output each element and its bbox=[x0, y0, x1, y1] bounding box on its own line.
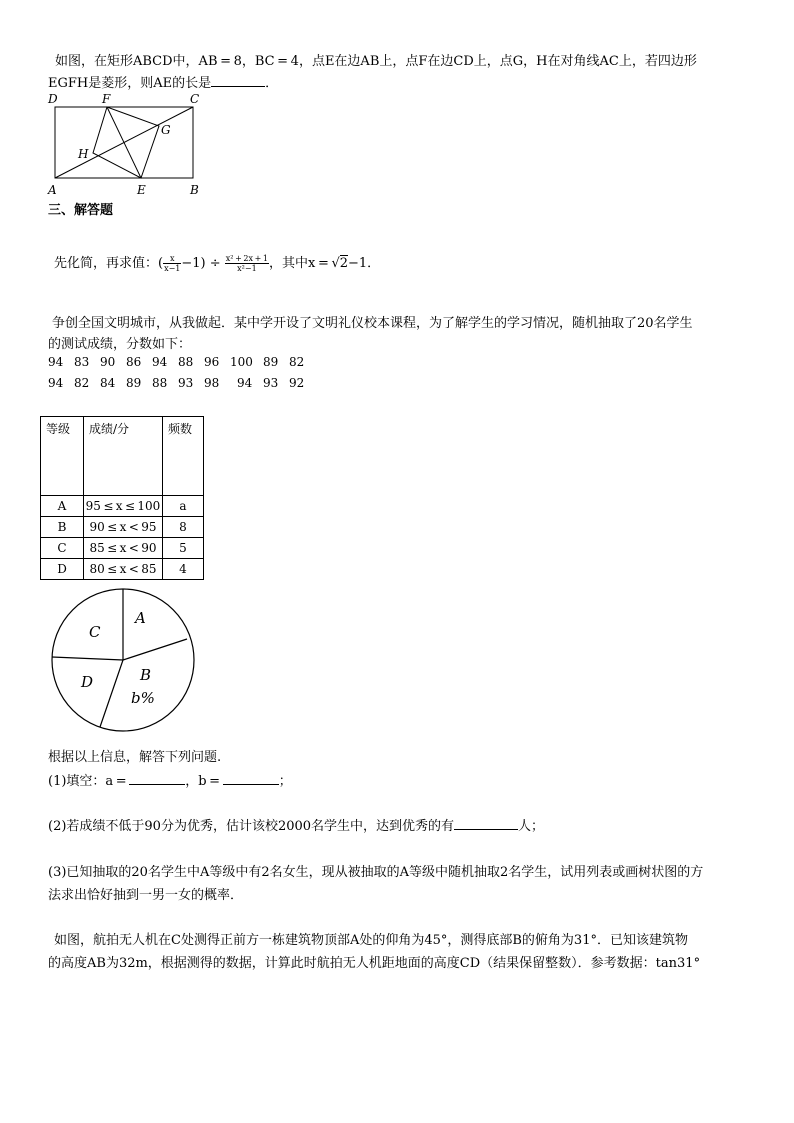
simplify-minus-one: −1) ÷ bbox=[181, 256, 225, 271]
table-cell: 80 ≤ x < 85 bbox=[84, 559, 163, 580]
scores-row-2 bbox=[48, 376, 315, 390]
stats-q3-line1: (3)已知抽取的20名学生中A等级中有2名女生，现从被抽取的A等级中随机抽取2名学生，试用列表或画树状图的方 bbox=[48, 865, 704, 880]
rhombus-question-line1: 如图，在矩形ABCD中，AB = 8，BC = 4，点E在边AB上，点F在边CD上，点G，H在对角线AC上，若四边形 bbox=[55, 54, 697, 69]
table-cell: 5 bbox=[163, 538, 204, 559]
pie-divider-d-b bbox=[100, 660, 123, 727]
rhombus-question-period: ． bbox=[265, 76, 279, 91]
answer-blank-excellent[interactable] bbox=[454, 829, 518, 830]
score-value: 93 bbox=[263, 376, 279, 390]
score-value: 98 bbox=[204, 376, 220, 390]
q1-text-c: ； bbox=[278, 774, 292, 789]
score-value: 94 bbox=[152, 355, 168, 369]
table-cell: a bbox=[163, 496, 204, 517]
rhombus-egfh bbox=[93, 107, 159, 178]
table-cell: 8 bbox=[163, 517, 204, 538]
table-cell: 4 bbox=[163, 559, 204, 580]
table-cell: D bbox=[41, 559, 84, 580]
label-g: G bbox=[161, 123, 171, 137]
pie-label-b: B bbox=[140, 666, 152, 684]
header-grade: 等级 bbox=[41, 417, 84, 496]
table-cell: B bbox=[41, 517, 84, 538]
frac1-numerator: x bbox=[163, 254, 181, 264]
score-value: 82 bbox=[289, 355, 305, 369]
label-b: B bbox=[190, 183, 199, 197]
label-c: C bbox=[190, 92, 200, 106]
header-score: 成绩/分 bbox=[84, 417, 163, 496]
scores-row-1 bbox=[48, 355, 315, 369]
label-d: D bbox=[48, 92, 58, 106]
score-value: 94 bbox=[48, 376, 64, 390]
pie-label-b-percent: b% bbox=[131, 689, 155, 707]
rectangle-rhombus-figure bbox=[40, 86, 220, 198]
score-value: 88 bbox=[178, 355, 194, 369]
score-value: 94 bbox=[48, 355, 64, 369]
table-header-row bbox=[41, 417, 204, 496]
table-row bbox=[41, 538, 204, 559]
table-row bbox=[41, 559, 204, 580]
score-value: 88 bbox=[152, 376, 168, 390]
stats-question-line1: 争创全国文明城市，从我做起．某中学开设了文明礼仪校本课程，为了解学生的学习情况，随机抽取了20名学生 bbox=[52, 316, 693, 331]
label-h: H bbox=[78, 147, 89, 161]
sqrt-radicand: 2 bbox=[339, 256, 349, 271]
simplify-question bbox=[54, 248, 380, 280]
score-value: 94 bbox=[237, 376, 253, 390]
frac2-numerator: x² + 2x + 1 bbox=[225, 254, 269, 263]
simplify-tail-end: −1． bbox=[348, 256, 381, 271]
table-cell: 90 ≤ x < 95 bbox=[84, 517, 163, 538]
answer-blank-a[interactable] bbox=[129, 784, 185, 785]
pie-divider-c-d bbox=[52, 657, 123, 660]
rhombus-question-text: EGFH是菱形，则AE的长是 bbox=[48, 76, 212, 91]
table-cell: C bbox=[41, 538, 84, 559]
score-value: 93 bbox=[178, 376, 194, 390]
table-cell: 95 ≤ x ≤ 100 bbox=[84, 496, 163, 517]
label-a: A bbox=[48, 183, 57, 197]
score-value: 83 bbox=[74, 355, 90, 369]
q1-text-a: (1)填空：a = bbox=[48, 774, 130, 789]
stats-q3-line2: 法求出恰好抽到一男一女的概率． bbox=[48, 888, 244, 903]
sqrt-sign: √ bbox=[331, 256, 340, 271]
table-cell: 85 ≤ x < 90 bbox=[84, 538, 163, 559]
score-value: 96 bbox=[204, 355, 220, 369]
grade-frequency-table bbox=[40, 416, 204, 580]
score-value: 84 bbox=[100, 376, 116, 390]
score-value: 92 bbox=[289, 376, 305, 390]
label-e: E bbox=[137, 183, 146, 197]
score-value: 82 bbox=[74, 376, 90, 390]
label-f: F bbox=[102, 92, 111, 106]
score-value: 89 bbox=[126, 376, 142, 390]
table-row bbox=[41, 517, 204, 538]
frac1-denominator: x−1 bbox=[164, 264, 181, 273]
header-frequency: 频数 bbox=[163, 417, 204, 496]
drone-question-line2: 的高度AB为32m，根据测得的数据，计算此时航拍无人机距地面的高度CD（结果保留整数）．参考数据：tan31° bbox=[48, 956, 701, 971]
simplify-lead: 先化简，再求值：( bbox=[54, 256, 164, 271]
pie-label-d: D bbox=[81, 673, 94, 691]
pie-label-a: A bbox=[135, 609, 146, 627]
pie-divider-a-b bbox=[123, 639, 187, 660]
section-title: 三、解答题 bbox=[48, 203, 114, 218]
table-cell: A bbox=[41, 496, 84, 517]
fraction-quadratic bbox=[225, 254, 269, 273]
score-value: 100 bbox=[230, 355, 253, 369]
score-value: 89 bbox=[263, 355, 279, 369]
pie-chart bbox=[48, 585, 198, 735]
stats-question-line2: 的测试成绩，分数如下： bbox=[48, 337, 192, 352]
stats-q2 bbox=[48, 815, 544, 834]
frac2-denominator: x²−1 bbox=[237, 264, 257, 273]
q2-text-b: 人； bbox=[518, 819, 545, 834]
stats-q1 bbox=[48, 770, 292, 789]
answer-blank-b[interactable] bbox=[223, 784, 279, 785]
pie-label-c: C bbox=[89, 623, 101, 641]
q1-text-b: ，b = bbox=[185, 774, 223, 789]
fraction-x-over-x-minus-1 bbox=[163, 254, 181, 273]
simplify-tail: ，其中x = bbox=[269, 256, 332, 271]
table-row bbox=[41, 496, 204, 517]
score-value: 90 bbox=[100, 355, 116, 369]
stats-intro: 根据以上信息，解答下列问题. bbox=[48, 750, 222, 765]
score-value: 86 bbox=[126, 355, 142, 369]
drone-question-line1: 如图，航拍无人机在C处测得正前方一栋建筑物顶部A处的仰角为45°，测得底部B的俯角为31°．已知该建筑物 bbox=[54, 933, 688, 948]
q2-text-a: (2)若成绩不低于90分为优秀，估计该校2000名学生中，达到优秀的有 bbox=[48, 819, 455, 834]
